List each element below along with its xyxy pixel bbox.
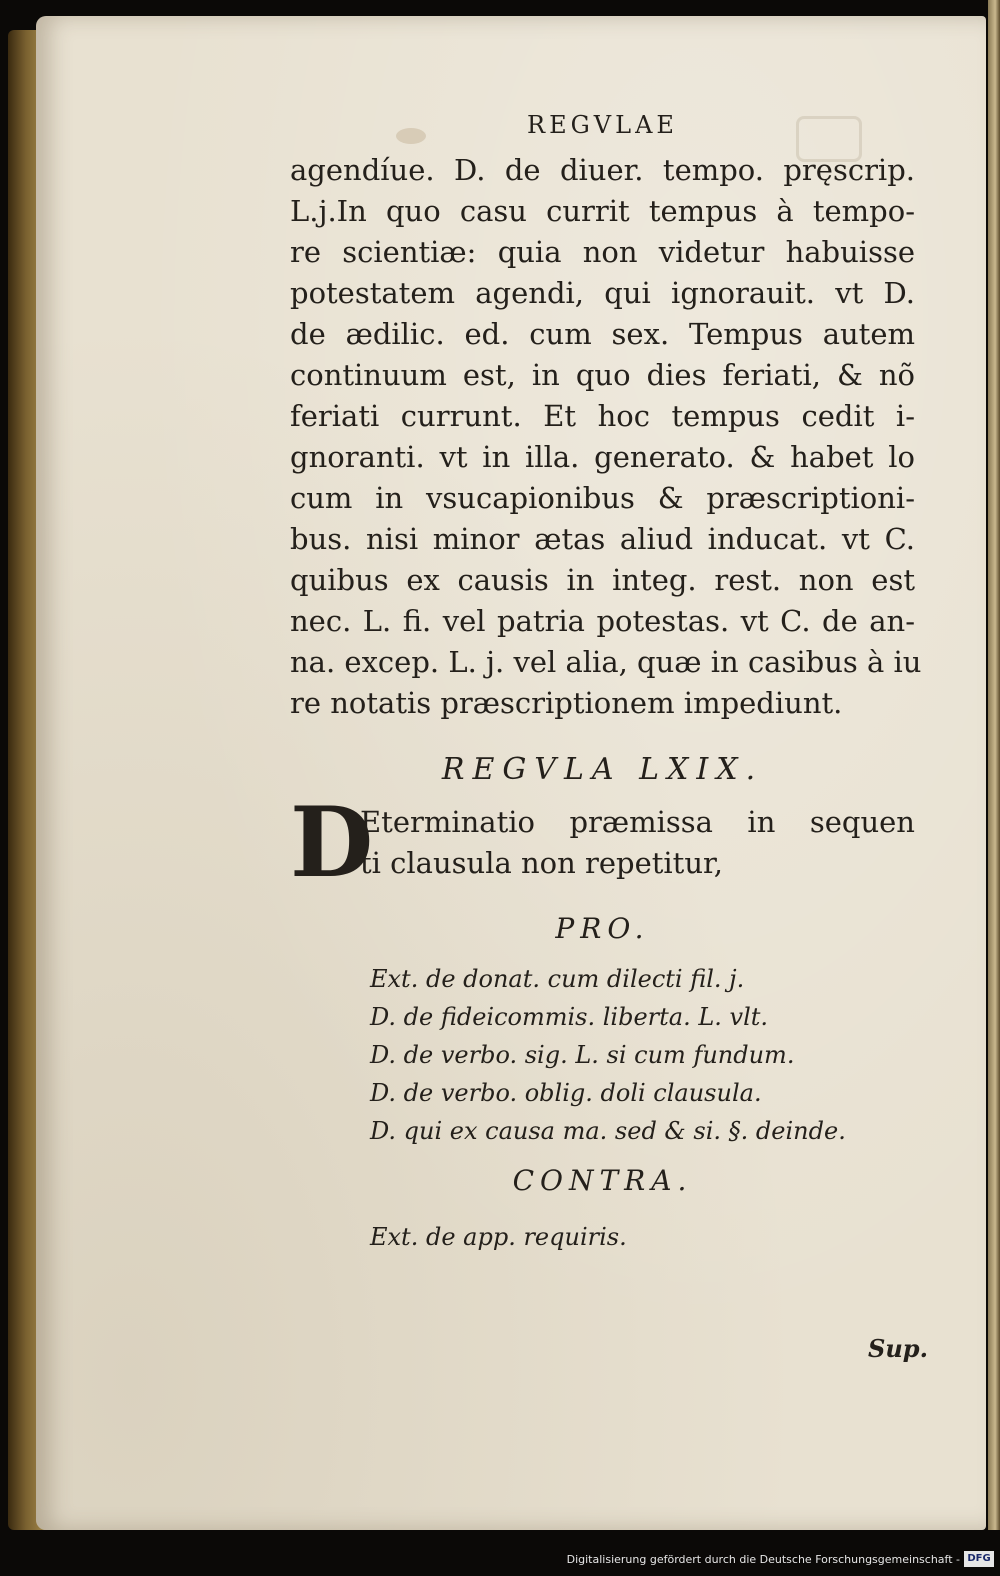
body-line: feriati currunt. Et hoc tempus cedit i- [290, 399, 915, 433]
citation: D. de verbo. sig. L. si cum fundum. [370, 1041, 795, 1069]
body-line: re scientiæ: quia non videtur habuisse [290, 235, 915, 269]
citation: D. qui ex causa ma. sed & si. §. deinde. [370, 1117, 846, 1145]
body-line: re notatis præscriptionem impediunt. [290, 686, 843, 720]
body-paragraph [290, 150, 922, 724]
page-text [290, 108, 922, 1256]
catchword: Sup. [868, 1334, 928, 1363]
running-head: REGVLAE [527, 111, 678, 139]
drop-cap-initial: D [290, 786, 374, 899]
body-line: na. excep. L. j. vel alia, quæ in casibus à iu [290, 645, 922, 679]
body-line: agendíue. D. de diuer. tempo. pręscrip. [290, 153, 915, 187]
body-line: de ædilic. ed. cum sex. Tempus autem [290, 317, 915, 351]
contra-citation-list [290, 1218, 915, 1256]
rule-line: ti clausula non repetitur, [360, 846, 723, 880]
body-line: cum in vsucapionibus & præscriptioni- [290, 481, 915, 515]
rule-statement [290, 786, 915, 899]
body-line: nec. L. fi. vel patria potestas. vt C. de an- [290, 604, 915, 638]
citation: D. de verbo. oblig. doli clausula. [370, 1079, 762, 1107]
page-edge [988, 0, 1000, 1530]
pro-heading: PRO. [555, 912, 650, 945]
citation: D. de fideicommis. liberta. L. vlt. [370, 1003, 769, 1031]
footer-credit: Digitalisierung gefördert durch die Deutsche Forschungsgemeinschaft - [566, 1553, 960, 1566]
contra-heading: CONTRA. [512, 1164, 693, 1197]
body-line: potestatem agendi, qui ignorauit. vt D. [290, 276, 915, 310]
body-line: L.j.In quo casu currit tempus à tempo- [290, 194, 915, 228]
body-line: gnoranti. vt in illa. generato. & habet lo [290, 440, 915, 474]
rule-line: Eterminatio præmissa in sequen [360, 805, 915, 839]
body-line: continuum est, in quo dies feriati, & nõ [290, 358, 915, 392]
citation: Ext. de donat. cum dilecti fil. j. [370, 965, 745, 993]
pro-citation-list [290, 960, 915, 1150]
dfg-logo-icon: DFG [964, 1551, 994, 1567]
body-line: bus. nisi minor ætas aliud inducat. vt C. [290, 522, 915, 556]
citation: Ext. de app. requiris. [370, 1223, 627, 1251]
body-line: quibus ex causis in integ. rest. non est [290, 563, 915, 597]
rule-title: REGVLA LXIX. [441, 752, 764, 787]
